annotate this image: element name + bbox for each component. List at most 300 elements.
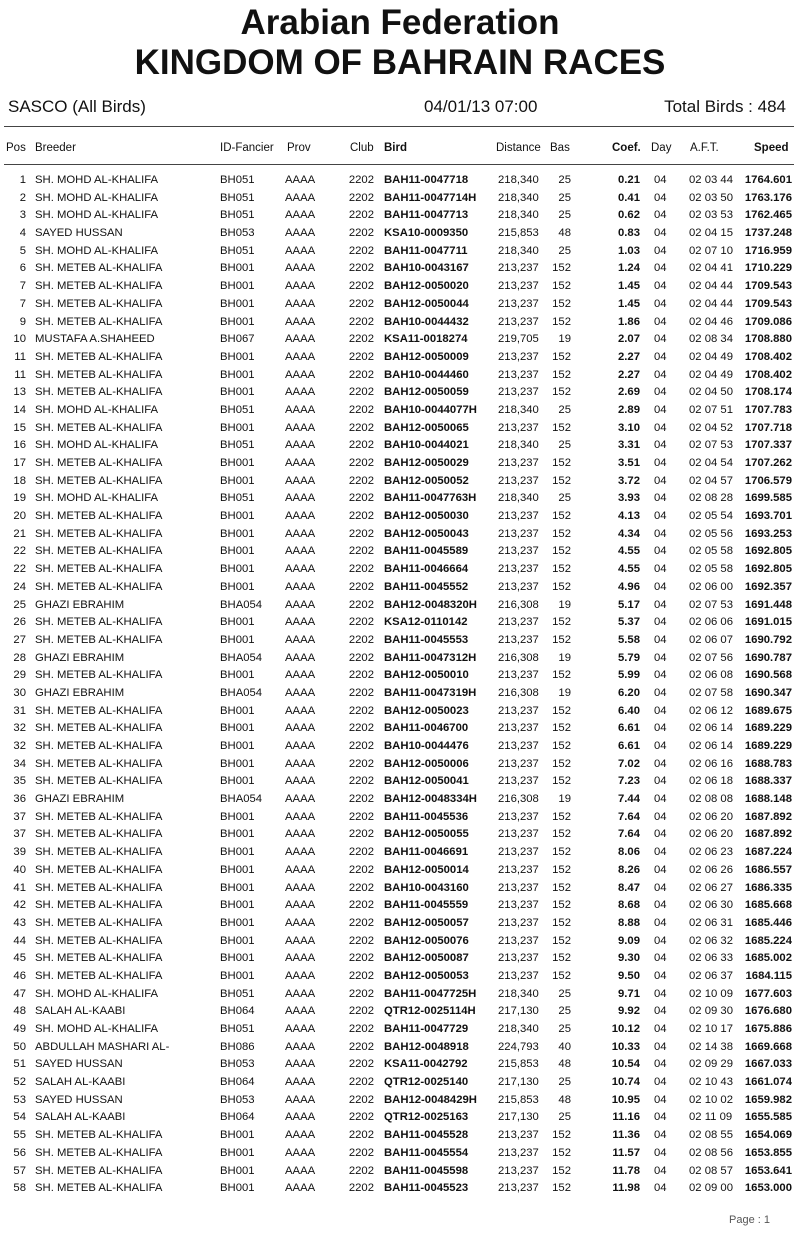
speed-cell: 1653.000 (744, 1182, 792, 1195)
pos-cell: 43 (13, 916, 26, 929)
bird-cell: BAH12-0050009 (384, 350, 469, 363)
id-fancier-cell: BH001 (220, 899, 255, 912)
club-cell: 2202 (348, 350, 374, 363)
distance-cell: 215,853 (498, 1093, 539, 1106)
aft-cell: 02 05 54 (689, 510, 733, 523)
aft-cell: 02 04 15 (689, 227, 733, 240)
table-row (0, 402, 800, 420)
day-cell: 04 (654, 704, 667, 717)
bas-cell: 152 (552, 563, 571, 576)
distance-cell: 213,237 (498, 1129, 539, 1142)
bas-cell: 152 (552, 757, 571, 770)
speed-cell: 1716.959 (744, 244, 792, 257)
bas-cell: 48 (558, 227, 571, 240)
aft-cell: 02 06 00 (689, 580, 733, 593)
coef-cell: 11.98 (612, 1182, 640, 1195)
pos-cell: 2 (19, 191, 26, 204)
bas-cell: 152 (552, 457, 571, 469)
aft-cell: 02 06 07 (689, 633, 733, 646)
col-id-fancier: ID-Fancier (220, 142, 274, 154)
id-fancier-cell: BH001 (220, 881, 255, 894)
prov-cell: AAAA (285, 333, 316, 346)
pos-cell: 24 (13, 580, 26, 593)
distance-cell: 213,237 (498, 810, 539, 823)
speed-cell: 1708.402 (744, 368, 792, 381)
breeder-cell: SH. MOHD AL-KHALIFA (35, 439, 159, 452)
speed-cell: 1685.446 (744, 916, 792, 929)
club-cell: 2202 (348, 580, 374, 593)
col-pos: Pos (6, 142, 26, 154)
bird-cell: KSA11-0042792 (384, 1058, 468, 1071)
pos-cell: 30 (13, 686, 26, 699)
speed-cell: 1691.448 (744, 598, 792, 611)
speed-cell: 1669.668 (744, 1040, 792, 1053)
id-fancier-cell: BH001 (220, 863, 255, 876)
prov-cell: AAAA (285, 1040, 316, 1053)
bird-cell: BAH12-0050006 (384, 757, 469, 770)
id-fancier-cell: BH053 (220, 1058, 255, 1071)
coef-cell: 10.12 (611, 1023, 640, 1035)
breeder-cell: SH. METEB AL-KHALIFA (35, 722, 163, 735)
aft-cell: 02 03 53 (689, 209, 733, 222)
aft-cell: 02 06 37 (689, 969, 733, 982)
club-cell: 2202 (348, 421, 374, 434)
bird-cell: BAH10-0044432 (384, 315, 469, 328)
coef-cell: 9.30 (618, 952, 640, 965)
coef-cell: 9.50 (618, 969, 640, 982)
bas-cell: 25 (558, 403, 571, 416)
aft-cell: 02 06 16 (689, 757, 733, 770)
pos-cell: 47 (13, 987, 26, 1000)
aft-cell: 02 06 14 (689, 722, 733, 735)
coef-cell: 2.27 (618, 368, 640, 381)
club-cell: 2202 (348, 846, 374, 859)
distance-cell: 213,237 (498, 669, 539, 682)
prov-cell: AAAA (285, 969, 316, 982)
day-cell: 04 (654, 846, 667, 859)
speed-cell: 1653.641 (744, 1164, 792, 1177)
day-cell: 04 (654, 1111, 667, 1124)
pos-cell: 56 (13, 1146, 26, 1159)
speed-cell: 1706.579 (744, 474, 792, 487)
prov-cell: AAAA (285, 1076, 316, 1089)
speed-cell: 1707.783 (744, 403, 792, 416)
day-cell: 04 (654, 934, 667, 947)
club-cell: 2202 (348, 899, 374, 912)
pos-cell: 48 (13, 1005, 26, 1018)
distance-cell: 218,340 (498, 492, 539, 505)
club-cell: 2202 (348, 1129, 374, 1142)
speed-cell: 1709.543 (744, 297, 792, 310)
distance-cell: 218,340 (498, 1023, 539, 1035)
pos-cell: 32 (13, 722, 26, 735)
breeder-cell: SH. METEB AL-KHALIFA (35, 457, 163, 469)
club-cell: 2202 (348, 1023, 374, 1035)
club-cell: 2202 (348, 545, 374, 558)
id-fancier-cell: BH001 (220, 810, 255, 823)
bas-cell: 25 (558, 1111, 571, 1124)
breeder-cell: SH. METEB AL-KHALIFA (35, 580, 163, 593)
prov-cell: AAAA (285, 828, 316, 841)
distance-cell: 216,308 (498, 598, 539, 611)
table-row (0, 172, 800, 190)
table-row (0, 225, 800, 243)
breeder-cell: SH. METEB AL-KHALIFA (35, 740, 163, 752)
title-line-2: KINGDOM OF BAHRAIN RACES (134, 43, 666, 82)
pos-cell: 6 (19, 262, 26, 275)
day-cell: 04 (654, 350, 667, 363)
bird-cell: BAH12-0050044 (384, 297, 469, 310)
table-row (0, 933, 800, 951)
prov-cell: AAAA (285, 1058, 316, 1071)
prov-cell: AAAA (285, 368, 316, 381)
bas-cell: 152 (552, 1146, 571, 1159)
bas-cell: 152 (552, 315, 571, 328)
pos-cell: 3 (19, 209, 26, 222)
prov-cell: AAAA (285, 563, 316, 576)
id-fancier-cell: BH001 (220, 1129, 255, 1142)
coef-cell: 1.45 (618, 280, 640, 293)
bas-cell: 152 (552, 740, 571, 752)
bird-cell: BAH11-0047711 (384, 244, 468, 257)
aft-cell: 02 06 20 (689, 810, 733, 823)
pos-cell: 17 (13, 457, 26, 469)
day-cell: 04 (654, 580, 667, 593)
day-cell: 04 (654, 191, 667, 204)
coef-cell: 10.74 (611, 1076, 640, 1089)
bird-cell: BAH12-0050020 (384, 280, 469, 293)
bas-cell: 152 (552, 527, 571, 540)
coef-cell: 0.62 (618, 209, 640, 222)
table-row (0, 826, 800, 844)
coef-cell: 4.13 (618, 510, 640, 523)
prov-cell: AAAA (285, 386, 316, 399)
aft-cell: 02 06 33 (689, 952, 733, 965)
speed-cell: 1688.337 (744, 775, 792, 788)
bird-cell: BAH12-0048334H (384, 793, 477, 806)
coef-cell: 8.26 (618, 863, 640, 876)
table-row (0, 190, 800, 208)
id-fancier-cell: BH051 (220, 439, 255, 452)
coef-cell: 8.68 (618, 899, 640, 912)
speed-cell: 1659.982 (744, 1093, 792, 1106)
pos-cell: 31 (13, 704, 26, 717)
day-cell: 04 (654, 633, 667, 646)
prov-cell: AAAA (285, 403, 316, 416)
breeder-cell: SH. MOHD AL-KHALIFA (35, 492, 159, 505)
distance-cell: 213,237 (498, 633, 539, 646)
prov-cell: AAAA (285, 209, 316, 222)
breeder-cell: MUSTAFA A.SHAHEED (35, 333, 155, 346)
day-cell: 04 (654, 457, 667, 469)
speed-cell: 1676.680 (744, 1005, 792, 1018)
coef-cell: 3.10 (618, 421, 640, 434)
distance-cell: 213,237 (498, 775, 539, 788)
coef-cell: 9.92 (618, 1005, 640, 1018)
aft-cell: 02 06 18 (689, 775, 733, 788)
id-fancier-cell: BH051 (220, 1023, 255, 1035)
day-cell: 04 (654, 1146, 667, 1159)
table-row (0, 296, 800, 314)
prov-cell: AAAA (285, 227, 316, 240)
id-fancier-cell: BH001 (220, 350, 255, 363)
pos-cell: 44 (13, 934, 26, 947)
prov-cell: AAAA (285, 863, 316, 876)
coef-cell: 8.88 (618, 916, 640, 929)
pos-cell: 53 (13, 1093, 26, 1106)
prov-cell: AAAA (285, 474, 316, 487)
pos-cell: 57 (13, 1164, 26, 1177)
bas-cell: 152 (552, 421, 571, 434)
table-row (0, 561, 800, 579)
table-row (0, 632, 800, 650)
table-row (0, 508, 800, 526)
distance-cell: 213,237 (498, 899, 539, 912)
pos-cell: 16 (13, 439, 26, 452)
distance-cell: 213,237 (498, 262, 539, 275)
pos-cell: 52 (13, 1076, 26, 1089)
bird-cell: KSA12-0110142 (384, 616, 468, 629)
breeder-cell: SALAH AL-KAABI (35, 1111, 126, 1124)
table-row (0, 791, 800, 809)
id-fancier-cell: BH001 (220, 969, 255, 982)
day-cell: 04 (654, 651, 667, 664)
club-cell: 2202 (348, 1093, 374, 1106)
id-fancier-cell: BH001 (220, 262, 255, 275)
bas-cell: 152 (552, 350, 571, 363)
club-cell: 2202 (348, 492, 374, 505)
bird-cell: BAH12-0050055 (384, 828, 469, 841)
bas-cell: 25 (558, 244, 571, 257)
id-fancier-cell: BH001 (220, 616, 255, 629)
table-row (0, 986, 800, 1004)
aft-cell: 02 06 27 (689, 881, 733, 894)
aft-cell: 02 09 00 (689, 1182, 733, 1195)
pos-cell: 18 (13, 474, 26, 487)
aft-cell: 02 04 52 (689, 421, 733, 434)
distance-cell: 218,340 (498, 987, 539, 1000)
day-cell: 04 (654, 209, 667, 222)
distance-cell: 213,237 (498, 474, 539, 487)
club-cell: 2202 (348, 244, 374, 257)
club-cell: 2202 (348, 1111, 374, 1124)
distance-cell: 213,237 (498, 386, 539, 399)
distance-cell: 213,237 (498, 297, 539, 310)
speed-cell: 1684.115 (745, 969, 792, 982)
pos-cell: 19 (13, 492, 26, 505)
bas-cell: 152 (552, 846, 571, 859)
bird-cell: BAH12-0050030 (384, 510, 469, 523)
distance-cell: 213,237 (498, 828, 539, 841)
club-cell: 2202 (348, 1005, 374, 1018)
coef-cell: 0.41 (618, 191, 640, 204)
id-fancier-cell: BH001 (220, 510, 255, 523)
pos-cell: 22 (13, 563, 26, 576)
col-aft: A.F.T. (690, 142, 719, 154)
prov-cell: AAAA (285, 775, 316, 788)
id-fancier-cell: BH051 (220, 209, 255, 222)
coef-cell: 4.55 (618, 563, 640, 576)
speed-cell: 1692.805 (744, 563, 792, 576)
table-row (0, 243, 800, 261)
pos-cell: 50 (13, 1040, 26, 1053)
distance-cell: 216,308 (498, 651, 539, 664)
breeder-cell: SH. MOHD AL-KHALIFA (35, 987, 159, 1000)
bird-cell: BAH11-0047714H (384, 191, 477, 204)
distance-cell: 213,237 (498, 757, 539, 770)
prov-cell: AAAA (285, 846, 316, 859)
id-fancier-cell: BH001 (220, 916, 255, 929)
prov-cell: AAAA (285, 1146, 316, 1159)
breeder-cell: SH. MOHD AL-KHALIFA (35, 403, 159, 416)
divider-header (4, 164, 794, 165)
aft-cell: 02 10 43 (689, 1076, 733, 1089)
breeder-cell: GHAZI EBRAHIM (35, 598, 125, 611)
coef-cell: 2.07 (618, 333, 640, 346)
coef-cell: 11.36 (612, 1129, 640, 1142)
table-row (0, 862, 800, 880)
pos-cell: 20 (13, 510, 26, 523)
bird-cell: BAH11-0047763H (384, 492, 477, 505)
speed-cell: 1708.880 (744, 333, 792, 346)
table-row (0, 1074, 800, 1092)
bird-cell: BAH10-0044476 (384, 740, 469, 752)
aft-cell: 02 07 53 (689, 439, 733, 452)
breeder-cell: SH. METEB AL-KHALIFA (35, 969, 163, 982)
aft-cell: 02 04 44 (689, 280, 733, 293)
table-row (0, 260, 800, 278)
prov-cell: AAAA (285, 492, 316, 505)
club-cell: 2202 (348, 704, 374, 717)
day-cell: 04 (654, 969, 667, 982)
prov-cell: AAAA (285, 280, 316, 293)
aft-cell: 02 04 49 (689, 368, 733, 381)
coef-cell: 1.24 (618, 262, 640, 275)
id-fancier-cell: BH001 (220, 952, 255, 965)
id-fancier-cell: BH001 (220, 704, 255, 717)
coef-cell: 1.86 (618, 315, 640, 328)
day-cell: 04 (654, 1182, 667, 1195)
aft-cell: 02 08 08 (689, 793, 733, 806)
coef-cell: 7.44 (618, 793, 640, 806)
table-row (0, 880, 800, 898)
table-row (0, 720, 800, 738)
day-cell: 04 (654, 297, 667, 310)
id-fancier-cell: BH001 (220, 846, 255, 859)
id-fancier-cell: BH001 (220, 740, 255, 752)
table-row (0, 420, 800, 438)
table-row (0, 1003, 800, 1021)
coef-cell: 8.47 (618, 881, 640, 894)
prov-cell: AAAA (285, 704, 316, 717)
bas-cell: 152 (552, 545, 571, 558)
divider-top (4, 126, 794, 127)
speed-cell: 1691.015 (744, 616, 792, 629)
id-fancier-cell: BH051 (220, 403, 255, 416)
prov-cell: AAAA (285, 1164, 316, 1177)
club-cell: 2202 (348, 757, 374, 770)
coef-cell: 5.17 (618, 598, 640, 611)
id-fancier-cell: BH001 (220, 1164, 255, 1177)
table-row (0, 738, 800, 756)
bird-cell: BAH12-0050059 (384, 386, 469, 399)
pos-cell: 51 (13, 1058, 26, 1071)
breeder-cell: SH. METEB AL-KHALIFA (35, 828, 163, 841)
coef-cell: 2.69 (618, 386, 640, 399)
day-cell: 04 (654, 1005, 667, 1018)
id-fancier-cell: BH001 (220, 368, 255, 381)
table-row (0, 207, 800, 225)
pos-cell: 27 (13, 633, 26, 646)
prov-cell: AAAA (285, 881, 316, 894)
prov-cell: AAAA (285, 669, 316, 682)
breeder-cell: SH. METEB AL-KHALIFA (35, 757, 163, 770)
breeder-cell: SH. METEB AL-KHALIFA (35, 262, 163, 275)
bird-cell: BAH11-0045523 (384, 1182, 469, 1195)
breeder-cell: GHAZI EBRAHIM (35, 793, 125, 806)
aft-cell: 02 07 53 (689, 598, 733, 611)
prov-cell: AAAA (285, 244, 316, 257)
aft-cell: 02 06 30 (689, 899, 733, 912)
col-speed: Speed (754, 142, 789, 154)
distance-cell: 217,130 (498, 1005, 539, 1018)
id-fancier-cell: BH051 (220, 492, 255, 505)
distance-cell: 218,340 (498, 174, 539, 186)
bas-cell: 152 (552, 297, 571, 310)
coef-cell: 6.40 (618, 704, 640, 717)
bas-cell: 152 (552, 722, 571, 735)
breeder-cell: SAYED HUSSAN (35, 1093, 123, 1106)
distance-cell: 213,237 (498, 368, 539, 381)
club-cell: 2202 (348, 1146, 374, 1159)
pos-cell: 10 (13, 333, 26, 346)
id-fancier-cell: BHA054 (220, 651, 263, 664)
aft-cell: 02 11 09 (689, 1111, 733, 1124)
aft-cell: 02 06 20 (689, 828, 733, 841)
coef-cell: 6.61 (618, 740, 640, 752)
breeder-cell: SAYED HUSSAN (35, 1058, 123, 1071)
bird-cell: BAH12-0048320H (384, 598, 477, 611)
bas-cell: 152 (552, 580, 571, 593)
distance-cell: 218,340 (498, 209, 539, 222)
bird-cell: BAH11-0045553 (384, 633, 469, 646)
prov-cell: AAAA (285, 1182, 316, 1195)
club-cell: 2202 (348, 1164, 374, 1177)
breeder-cell: SH. METEB AL-KHALIFA (35, 916, 163, 929)
table-row (0, 367, 800, 385)
id-fancier-cell: BH001 (220, 828, 255, 841)
table-row (0, 278, 800, 296)
speed-cell: 1690.568 (744, 669, 792, 682)
id-fancier-cell: BH053 (220, 227, 255, 240)
bas-cell: 19 (558, 793, 571, 806)
coef-cell: 3.31 (618, 439, 640, 452)
distance-cell: 213,237 (498, 969, 539, 982)
prov-cell: AAAA (285, 810, 316, 823)
bas-cell: 25 (558, 174, 571, 186)
distance-cell: 216,308 (498, 793, 539, 806)
column-header (0, 142, 800, 159)
prov-cell: AAAA (285, 297, 316, 310)
bird-cell: BAH11-0047713 (384, 209, 469, 222)
bas-cell: 25 (558, 1076, 571, 1089)
breeder-cell: SH. MOHD AL-KHALIFA (35, 1023, 159, 1035)
prov-cell: AAAA (285, 934, 316, 947)
breeder-cell: SH. METEB AL-KHALIFA (35, 297, 163, 310)
aft-cell: 02 04 50 (689, 386, 733, 399)
breeder-cell: SH. METEB AL-KHALIFA (35, 280, 163, 293)
distance-cell: 213,237 (498, 740, 539, 752)
